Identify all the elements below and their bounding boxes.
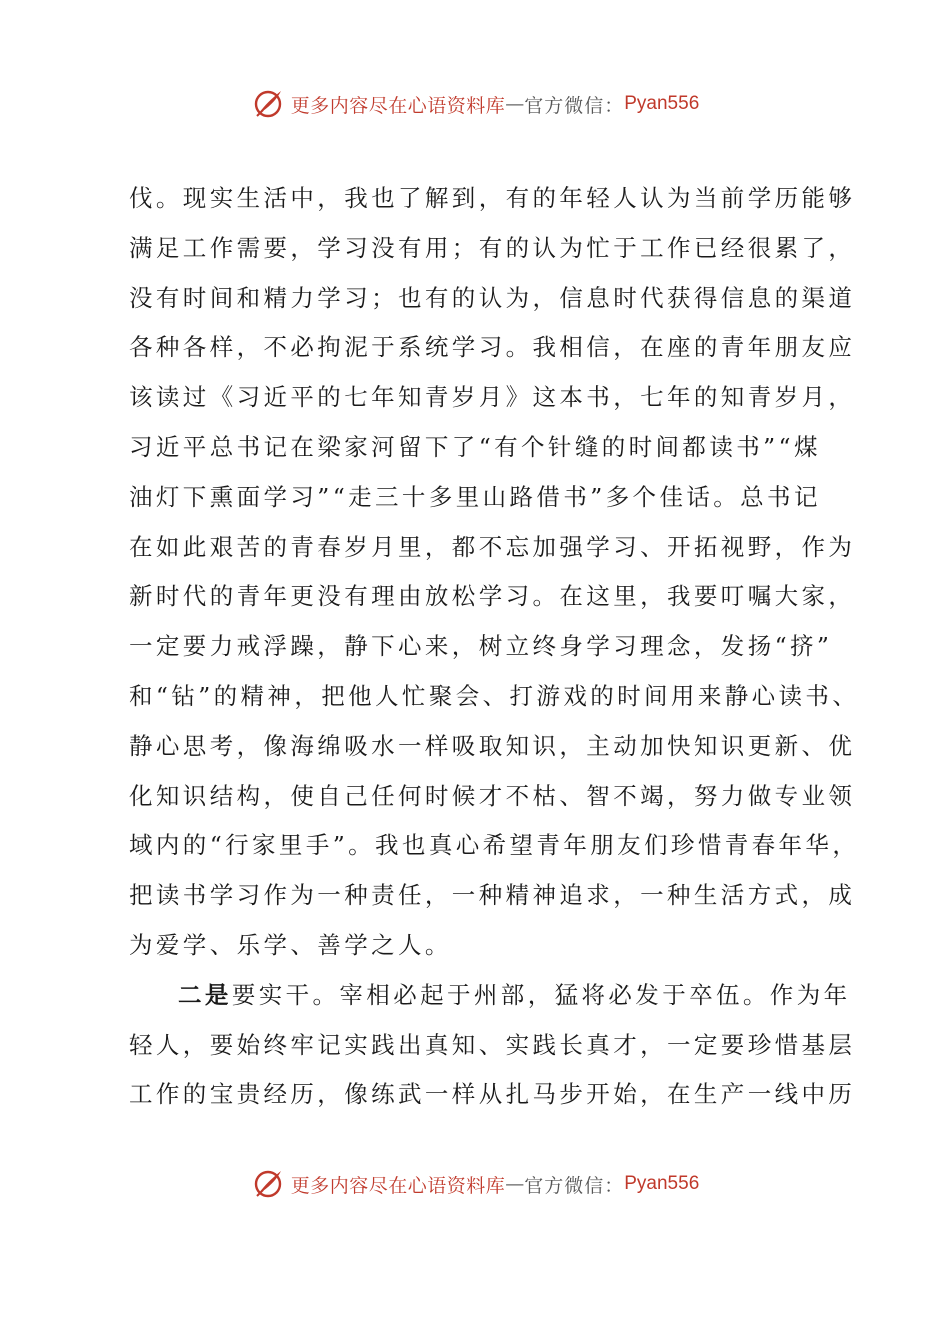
body-line: 化知识结构，使自己任何时候才不枯、智不竭，努力做专业领: [129, 781, 856, 810]
body-line: 没有时间和精力学习；也有的认为，信息时代获得信息的渠道: [129, 283, 856, 312]
body-line: 工作的宝贵经历，像练武一样从扎马步开始，在生产一线中历: [129, 1080, 856, 1109]
header-wechat-label: 官方微信：: [524, 94, 625, 117]
body-line: 油灯下熏面学习”“走三十多里山路借书”多个佳话。总书记: [129, 482, 821, 511]
header-wechat-id: Pyan556: [624, 93, 700, 114]
body-line: 和“钻”的精神，把他人忙聚会、打游戏的时间用来静心读书、: [129, 681, 860, 710]
body-line: 该读过《习近平的七年知青岁月》这本书，七年的知青岁月，: [129, 383, 856, 412]
body-line: 为爱学、乐学、善学之人。: [129, 930, 452, 959]
footer-wechat-id: Pyan556: [624, 1173, 700, 1194]
body-line: 在如此艰苦的青春岁月里，都不忘加强学习、开拓视野，作为: [129, 532, 856, 561]
quill-logo-icon: [251, 1167, 285, 1201]
header-watermark: [0, 84, 950, 124]
header-separator: —: [505, 93, 525, 115]
body-line: 轻人，要始终牢记实践出真知、实践长真才，一定要珍惜基层: [129, 1030, 856, 1059]
body-line: 各种各样，不必拘泥于系统学习。我相信，在座的青年朋友应: [129, 333, 856, 362]
body-line: 习近平总书记在梁家河留下了“有个针缝的时间都读书”“煤: [129, 432, 821, 461]
footer-wechat-label: 官方微信：: [524, 1174, 625, 1197]
body-line: 把读书学习作为一种责任，一种精神追求，一种生活方式，成: [129, 881, 856, 910]
body-line: 一定要力戒浮躁，静下心来，树立终身学习理念，发扬“挤”: [129, 632, 833, 661]
document-body: [129, 174, 860, 1120]
footer-site-text: 更多内容尽在心语资料库: [290, 1174, 506, 1197]
paragraph-two-first-line: [129, 971, 851, 1021]
quill-logo-icon: [251, 87, 285, 121]
body-line: 满足工作需要，学习没有用；有的认为忙于工作已经很累了，: [129, 233, 856, 262]
body-line: 新时代的青年更没有理由放松学习。在这里，我要叮嘱大家，: [129, 582, 856, 611]
body-line: 静心思考，像海绵吸水一样吸取知识，主动加快知识更新、优: [129, 731, 856, 760]
body-line: 伐。现实生活中，我也了解到，有的年轻人认为当前学历能够: [129, 184, 856, 212]
header-site-text: 更多内容尽在心语资料库: [290, 94, 506, 117]
body-line: 域内的“行家里手”。我也真心希望青年朋友们珍惜青春年华，: [129, 831, 860, 860]
paragraph-two-heading: 二是: [178, 980, 232, 1009]
paragraph-two-first-text: 要实干。宰相必起于州部，猛将必发于卒伍。作为年: [231, 980, 851, 1009]
footer-separator: —: [505, 1173, 525, 1195]
footer-watermark: [0, 1164, 950, 1204]
